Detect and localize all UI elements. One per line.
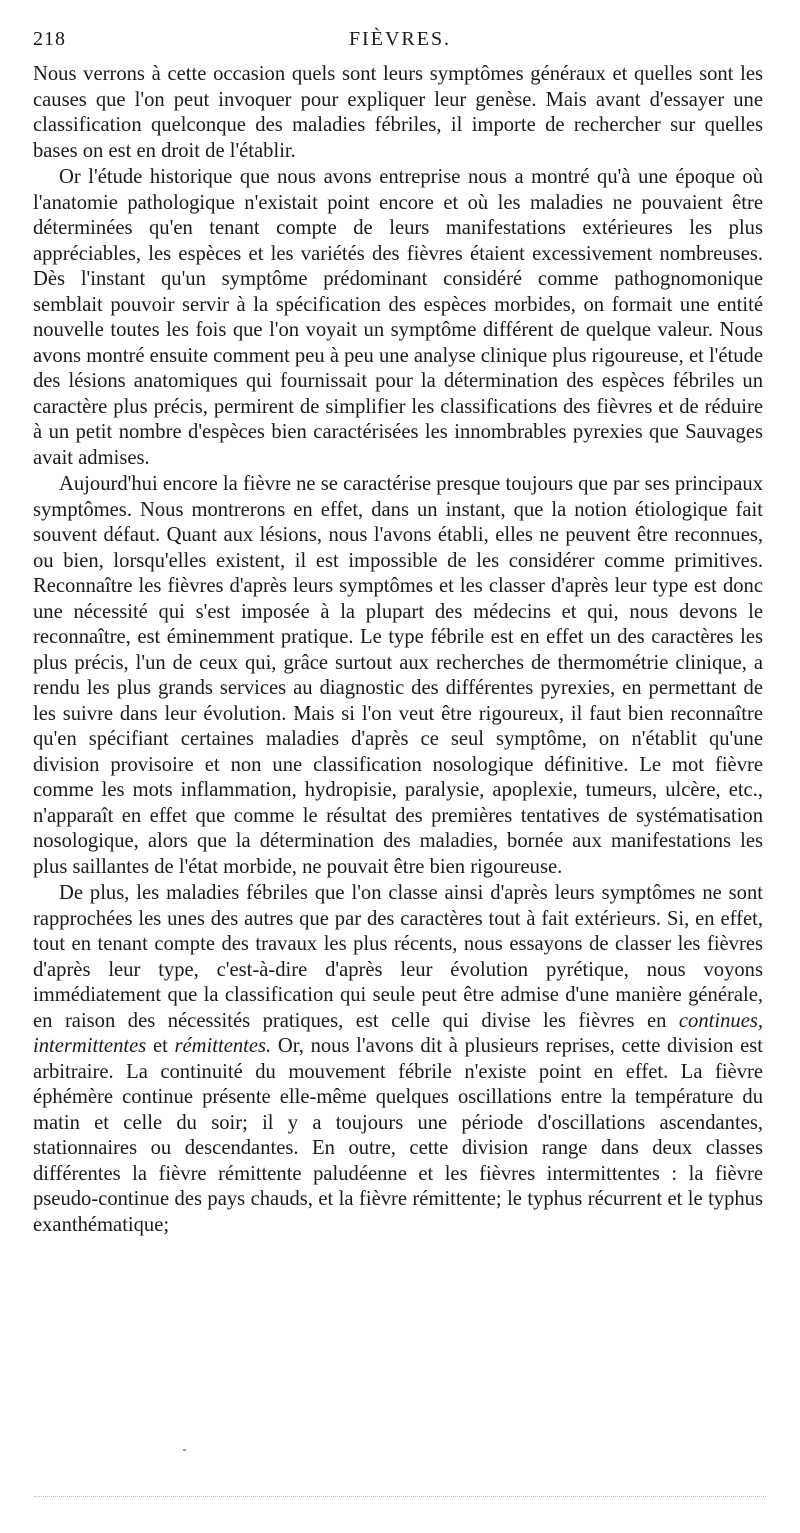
italic-term-remittentes: rémittentes. (174, 1035, 272, 1057)
italic-term-continues-intermittentes: continues, intermittentes (33, 1009, 763, 1057)
page-header (33, 28, 767, 58)
paragraph-4 (33, 881, 763, 1238)
running-head: FIÈVRES. (348, 28, 452, 50)
scan-artifact-line (34, 1496, 766, 1499)
paragraph-3: Aujourd'hui encore la fièvre ne se caractérise presque toujours que par ses principaux symptômes. Nous montrerons en effet, dans un instant, que la notion étiologique fait souvent défaut. Quant aux lésions, nous l'avons établi, elles ne peuvent être reconnues, ou bien, lorsqu'elles existent, il est impossible de les considérer comme primitives. Reconnaître les fièvres d'après leurs symptômes et les classer d'après leur type est donc une nécessité qui s'est imposée à la plupart des médecins et qui, nous devons le reconnaître, est éminemment pratique. Le type fébrile est en effet un des caractères les plus précis, l'un de ceux qui, grâce surtout aux recherches de thermométrie clinique, a rendu les plus grands services au diagnostic des différentes pyrexies, en permettant de les suivre dans leur évolution. Mais si l'on veut être rigoureux, il faut bien reconnaître qu'en spécifiant certaines maladies d'après ce seul symptôme, on n'établit qu'une division provisoire et non une classification nosologique définitive. Le mot fièvre comme les mots inflammation, hydropisie, paralysie, apoplexie, tumeurs, ulcère, etc., n'apparaît en effet que comme le résultat des premières tentatives de systématisation nosologique, alors que la détermination des maladies, bornée aux manifestations les plus saillantes de l'état morbide, ne pouvait être bien rigoureuse. (33, 473, 763, 878)
paragraph-2: Or l'étude historique que nous avons entreprise nous a montré qu'à une époque où l'anatomie pathologique n'existait point encore et où les maladies ne pouvaient être déterminées qu'en tenant compte de leurs manifestations extérieures les plus appréciables, les espèces et les variétés des fièvres étaient excessivement nombreuses. Dès l'instant qu'un symptôme prédominant considéré comme pathognomonique semblait pouvoir servir à la spécification des espèces morbides, on formait une entité nouvelle toutes les fois que l'on voyait un symptôme différent de quelque valeur. Nous avons montré ensuite comment peu à peu une analyse clinique plus rigoureuse, et l'étude des lésions anatomiques qui fournissait pour la détermination des espèces fébriles un caractère plus précis, permirent de simplifier les classifications des fièvres et de réduire à un petit nombre d'espèces bien caractérisées les innombrables pyrexies que Sauvages avait admises. (33, 166, 763, 469)
paragraph-4-text-b: Or, nous l'avons dit à plusieurs reprises, cette division est arbitraire. La continuité du mouvement fébrile n'existe point en effet. La fièvre éphémère continue présente elle-même quelques oscillations entre la température du matin et celle du soir; il y a toujours une période d'oscillations ascendantes, stationnaires ou descendantes. En outre, cette division range dans deux classes différentes la fièvre rémittente paludéenne et les fièvres intermittentes : la fièvre pseudo-continue des pays chauds, et la fièvre rémittente; le typhus récurrent et le typhus exanthématique; (33, 1035, 763, 1236)
paragraph-4-text-a: De plus, les maladies fébriles que l'on classe ainsi d'après leurs symptômes ne sont rapprochées les unes des autres que par des caractères tout à fait extérieurs. Si, en effet, tout en tenant compte des travaux les plus récents, nous essayons de classer les fièvres d'après leur type, c'est-à-dire d'après leur évolution pyrétique, nous voyons immédiatement que la classification qui seule peut être admise d'une manière générale, en raison des nécessités pratiques, est celle qui divise les fièvres en (33, 882, 763, 1032)
paragraph-1: Nous verrons à cette occasion quels sont leurs symptômes généraux et quelles sont les causes que l'on peut invoquer pour expliquer leur genèse. Mais avant d'essayer une classification quelconque des maladies fébriles, il importe de rechercher sur quelles bases on est en droit de l'établir. (33, 63, 763, 162)
page-number: 218 (33, 28, 66, 50)
body-text (33, 62, 763, 1239)
paragraph-4-et: et (152, 1035, 168, 1057)
scan-speck (183, 1449, 186, 1451)
